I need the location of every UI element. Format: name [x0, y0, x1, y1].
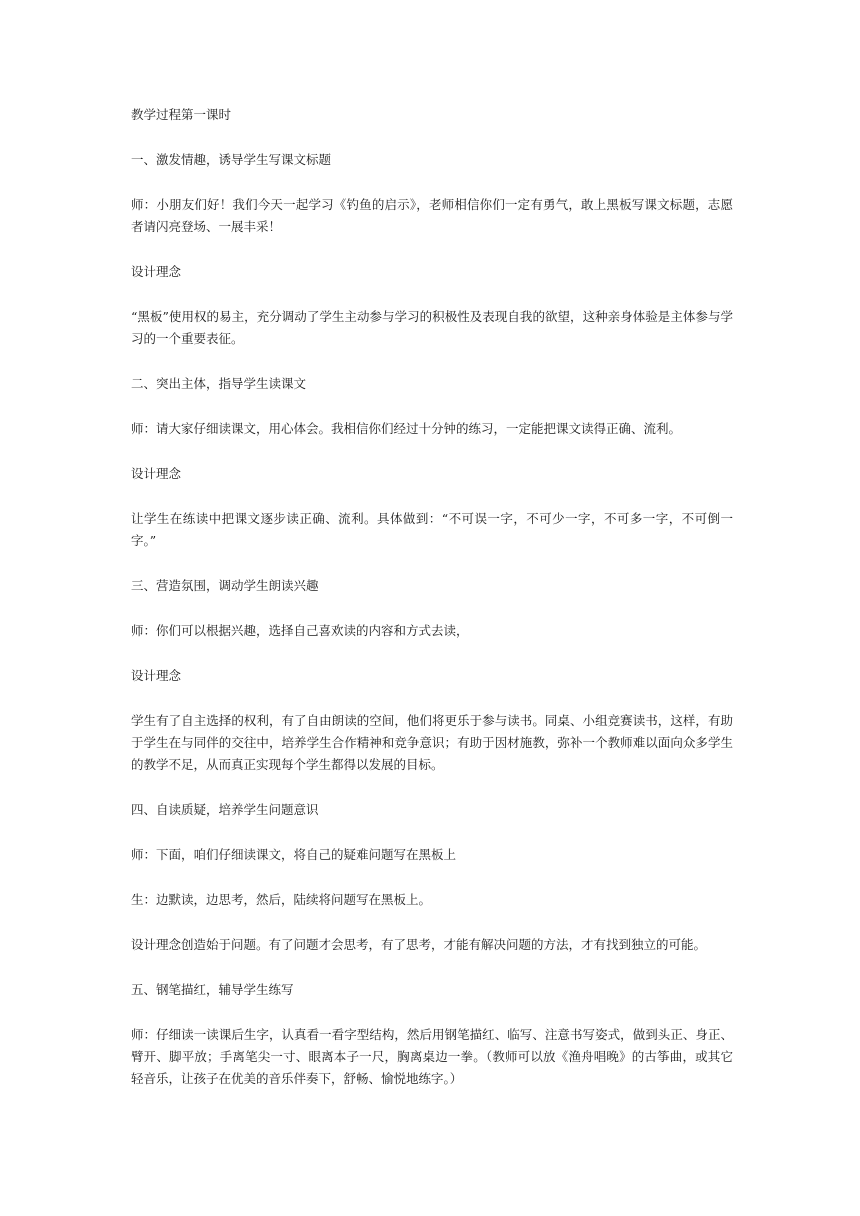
teacher-line-1: 师：小朋友们好！我们今天一起学习《钓鱼的启示》，老师相信你们一定有勇气，敢上黑板写课文标题，志愿者请闪亮登场、一展丰采！: [131, 197, 733, 234]
teacher-line-3: 师：你们可以根据兴趣，选择自己喜欢读的内容和方式去读，: [131, 623, 469, 638]
design-concept-label-1: 设计理念: [131, 264, 182, 279]
design-concept-label-2: 设计理念: [131, 466, 182, 481]
section-heading-1: 一、激发情趣，诱导学生写课文标题: [131, 152, 332, 167]
design-concept-text-1: “黑板”使用权的易主，充分调动了学生主动参与学习的积极性及表现自我的欲望，这种亲身体验是主体参与学习的一个重要表征。: [131, 309, 733, 346]
design-concept-text-3: 学生有了自主选择的权利，有了自由朗读的空间，他们将更乐于参与读书。同桌、小组竞赛读书，这样，有助于学生在与同伴的交往中，培养学生合作精神和竞争意识；有助于因材施教，弥补一个教师难以面向众多学生的教学不足，从而真正实现每个学生都得以发展的目标。: [131, 713, 733, 772]
teacher-line-2: 师：请大家仔细读课文，用心体会。我相信你们经过十分钟的练习，一定能把课文读得正确、流利。: [131, 421, 682, 436]
lesson-title: 教学过程第一课时: [131, 107, 232, 122]
design-concept-text-2: 让学生在练读中把课文逐步读正确、流利。具体做到：“不可误一字，不可少一字，不可多一字，不可倒一字。”: [131, 511, 733, 548]
design-concept-text-4: 设计理念创造始于问题。有了问题才会思考，有了思考，才能有解决问题的方法，才有找到独立的可能。: [131, 937, 707, 952]
section-heading-3: 三、营造氛围，调动学生朗读兴趣: [131, 578, 319, 593]
section-heading-5: 五、钢笔描红，辅导学生练写: [131, 982, 294, 997]
teacher-line-4: 师：下面，咱们仔细读课文，将自己的疑难问题写在黑板上: [131, 847, 457, 862]
section-heading-4: 四、自读质疑，培养学生问题意识: [131, 802, 319, 817]
student-line-4: 生：边默读，边思考，然后，陆续将问题写在黑板上。: [131, 892, 432, 907]
document-body: [131, 104, 733, 1113]
design-concept-label-3: 设计理念: [131, 668, 182, 683]
teacher-line-5: 师：仔细读一读课后生字，认真看一看字型结构，然后用钢笔描红、临写、注意书写姿式，做到头正、身正、臂开、脚平放；手离笔尖一寸、眼离本子一尺，胸离桌边一拳。（教师可以放《渔舟唱晚》的古筝曲，或其它轻音乐，让孩子在优美的音乐伴奏下，舒畅、愉悦地练字。）: [131, 1027, 733, 1086]
section-heading-2: 二、突出主体，指导学生读课文: [131, 376, 307, 391]
